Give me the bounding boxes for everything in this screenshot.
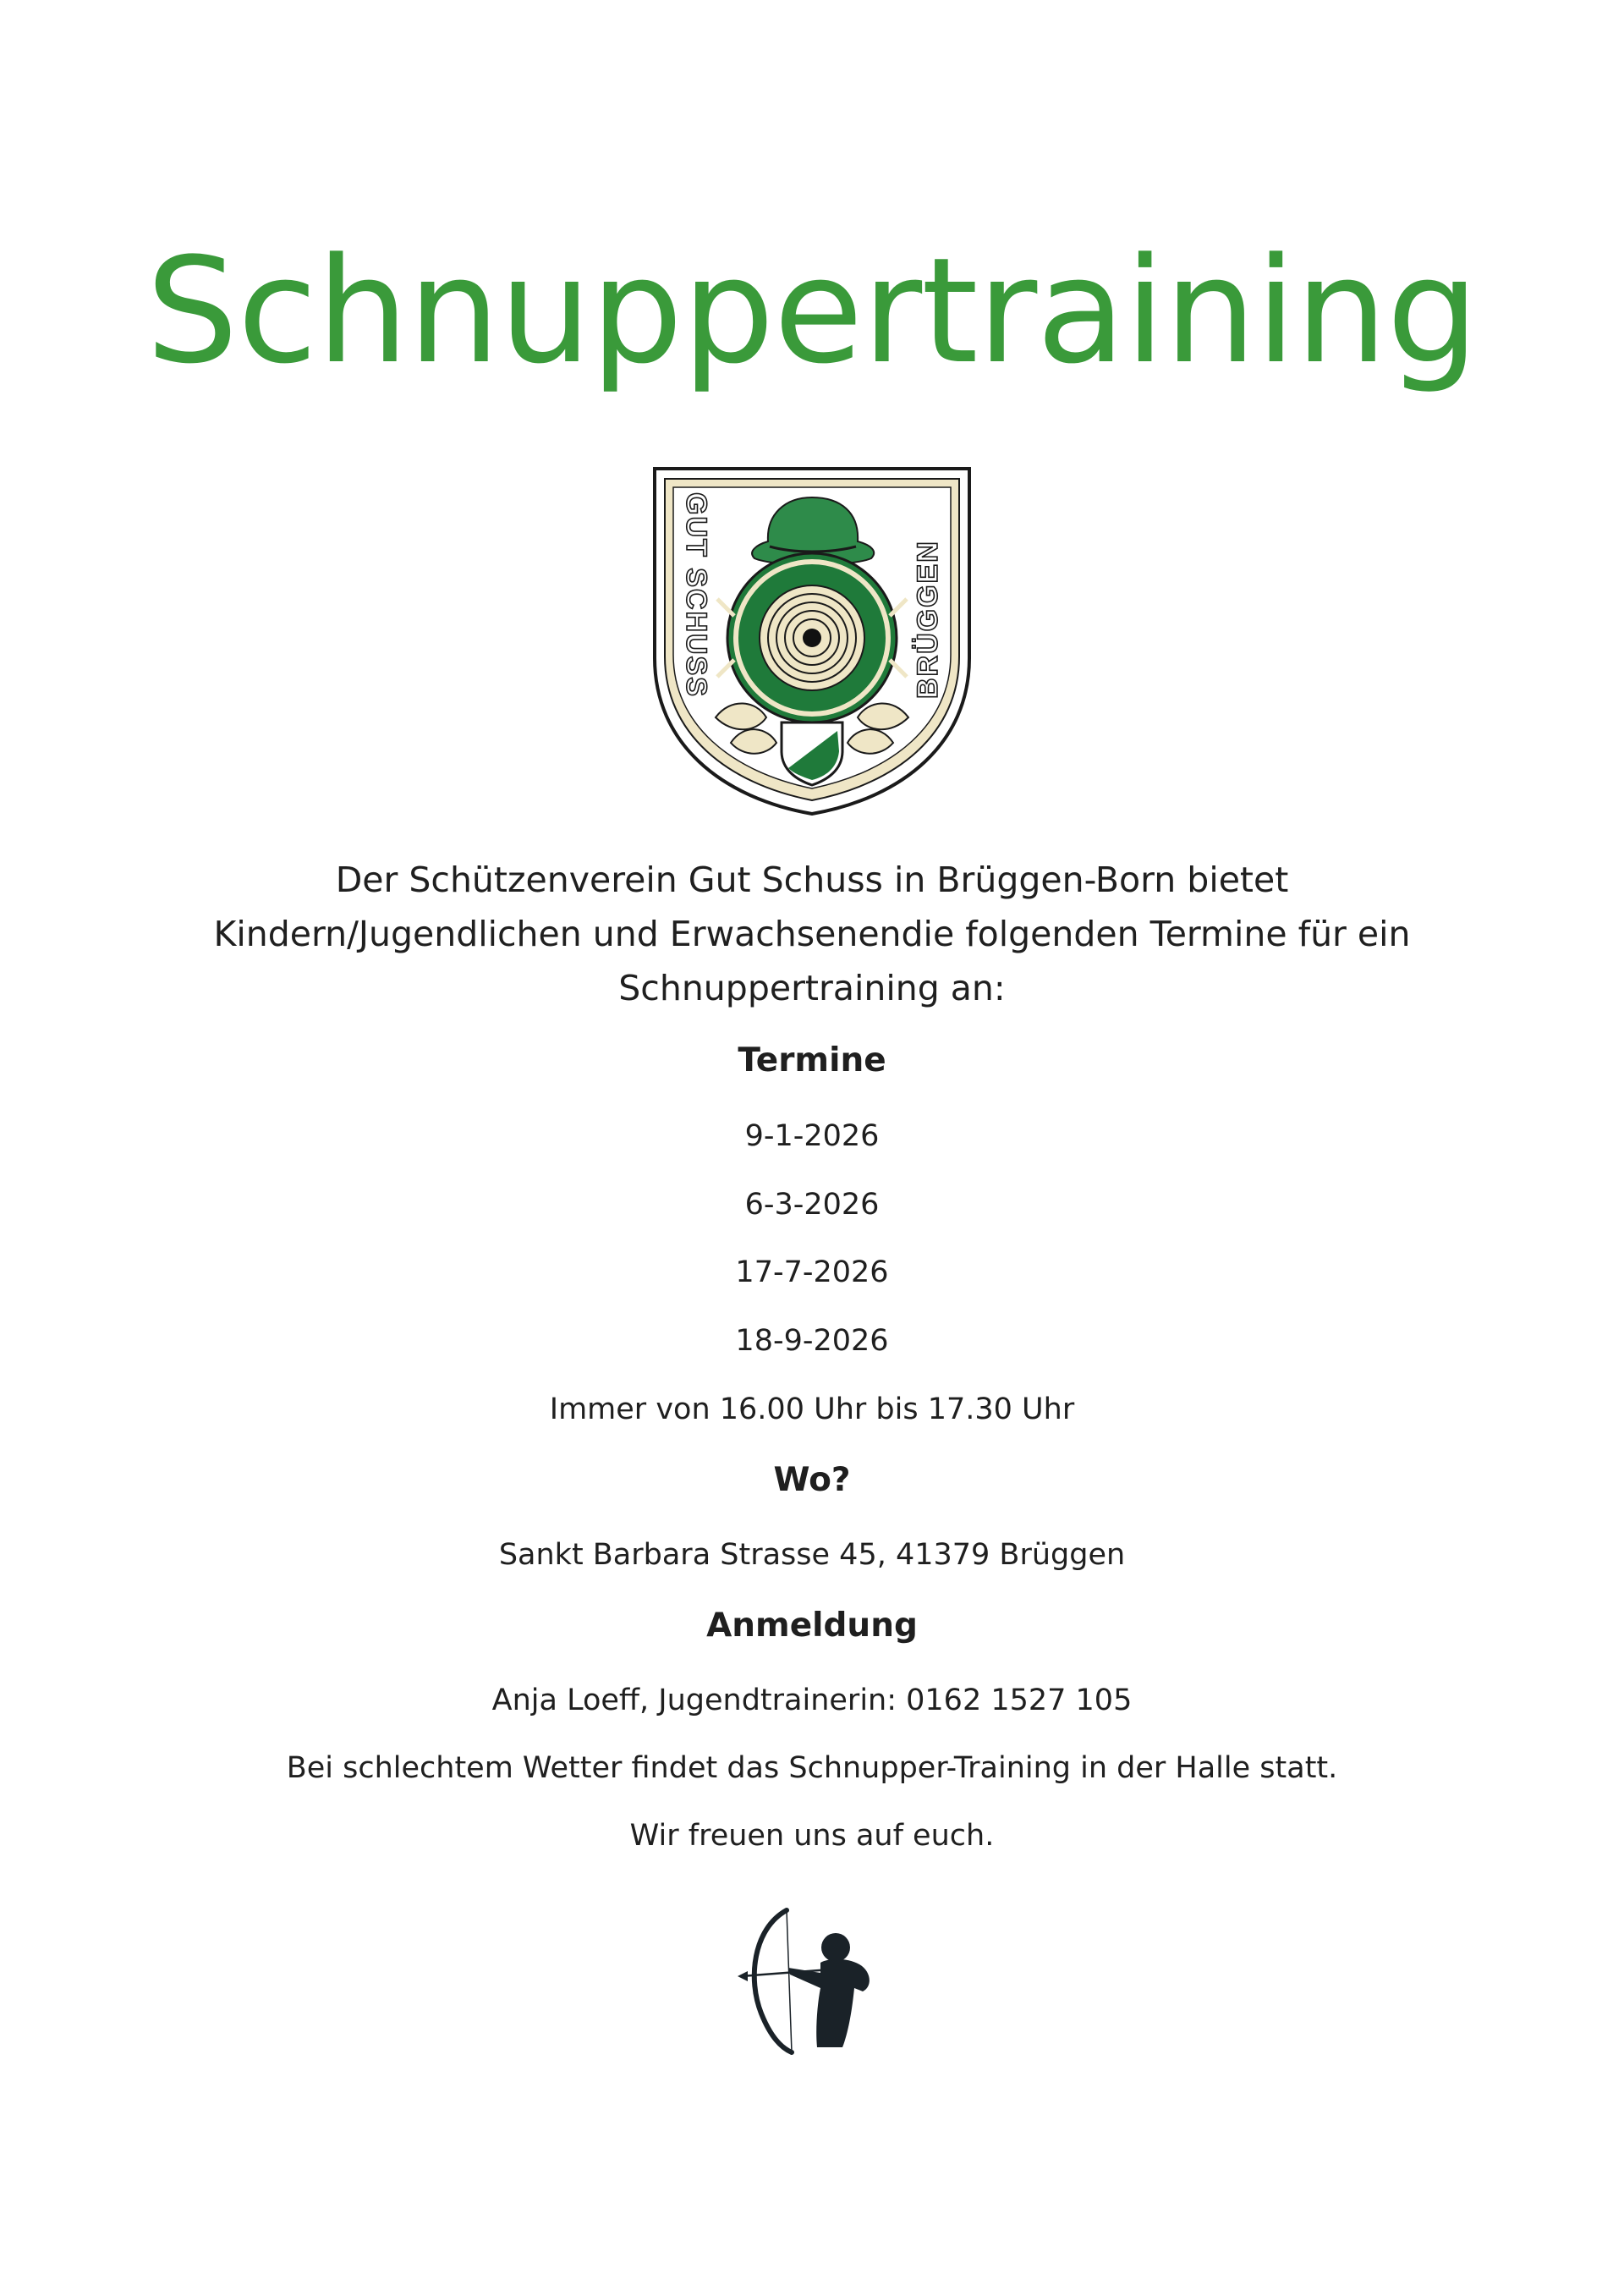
intro-text — [169, 853, 1455, 1015]
date-item: 17-7-2026 — [735, 1255, 889, 1289]
address: Sankt Barbara Strasse 45, 41379 Brüggen — [498, 1538, 1126, 1572]
crest-text-right: BRÜGGEN — [912, 540, 944, 699]
date-item: 9-1-2026 — [744, 1119, 880, 1153]
date-item: 18-9-2026 — [735, 1324, 889, 1358]
intro-line-2: Kindern/Jugendlichen und Erwachsenendie folgenden Termine für ein — [213, 914, 1411, 954]
contact-info: Anja Loeff, Jugendtrainerin: 0162 1527 105 — [491, 1684, 1133, 1717]
closing-note: Wir freuen uns auf euch. — [629, 1819, 995, 1853]
weather-note: Bei schlechtem Wetter findet das Schnupper-Training in der Halle statt. — [286, 1751, 1338, 1785]
wo-heading: Wo? — [773, 1461, 851, 1499]
crest-text-left: GUT SCHUSS — [680, 492, 712, 698]
anmeldung-heading: Anmeldung — [706, 1607, 918, 1645]
page-title: Schnuppertraining — [145, 226, 1479, 396]
time-info: Immer von 16.00 Uhr bis 17.30 Uhr — [549, 1392, 1075, 1426]
termine-heading: Termine — [738, 1041, 886, 1079]
intro-line-1: Der Schützenverein Gut Schuss in Brüggen-Born bietet — [335, 860, 1289, 900]
intro-line-3: Schnuppertraining an: — [618, 968, 1006, 1008]
shooting-club-crest-icon — [650, 464, 974, 819]
archer-icon — [736, 1903, 880, 2056]
date-item: 6-3-2026 — [744, 1188, 880, 1222]
